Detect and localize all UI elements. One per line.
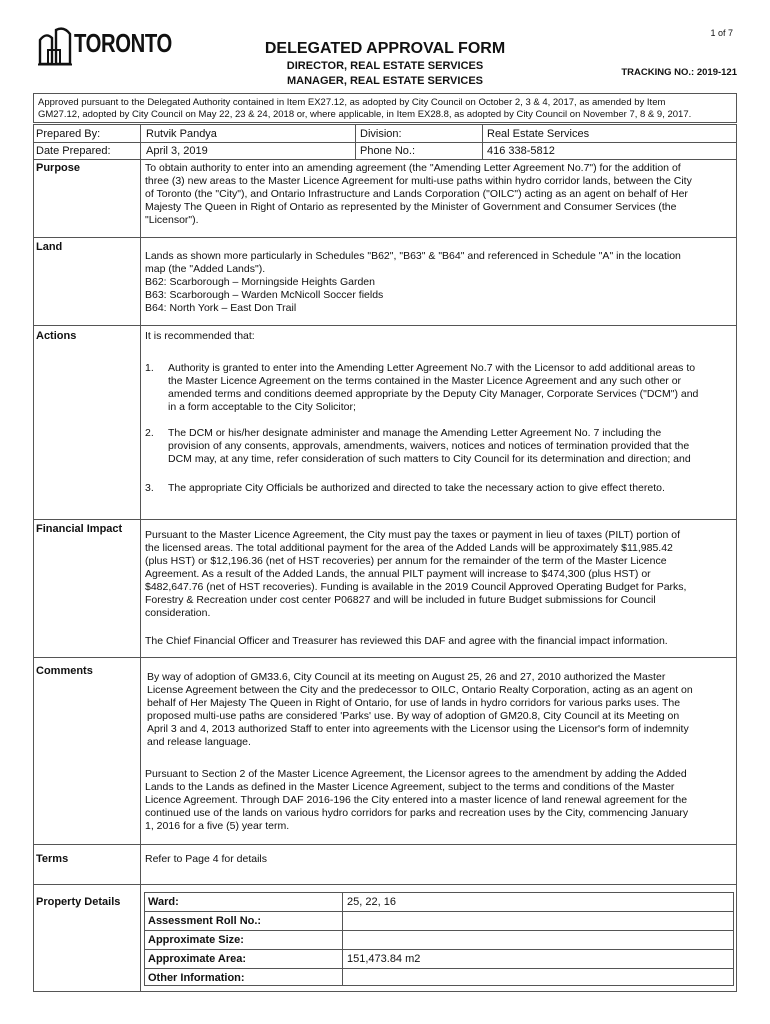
divider (342, 931, 343, 949)
approval-line: GM27.12, adopted by City Council on May 22, 23 & 24, 2018 or, where applicable, in Item EX28.8, as adopted by City Council on November 7, 8 & 9, 2017. (38, 109, 692, 120)
table-row (145, 950, 733, 969)
comments-paragraph-1 (147, 671, 744, 749)
ward-label: Ward: (148, 896, 179, 908)
divider (342, 912, 343, 930)
comments-line: By way of adoption of GM33.6, City Council at its meeting on August 25, 26 and 27, 2010 authorized the Master (147, 671, 666, 683)
divider (140, 125, 141, 991)
action-line: The appropriate City Officials be authorized and directed to take the necessary action to give effect thereto. (168, 482, 665, 494)
page-number: 1 of 7 (710, 28, 733, 38)
financial-impact-text (145, 529, 742, 620)
financial-line: (plus HST) or $12,196.36 (net of HST recoveries) per annum for the remainder of the term of the Master Licence (145, 555, 667, 567)
assessment-roll-label: Assessment Roll No.: (148, 915, 262, 927)
purpose-label: Purpose (36, 162, 81, 174)
comments-line: proposed multi-use paths are considered 'Parks' use. By way of adoption of GM20.8, City Council at its Meeting on (147, 710, 680, 722)
action-line: The DCM or his/her designate administer and manage the Amending Letter Agreement No. 7 including the (168, 427, 662, 439)
purpose-line: Majesty The Queen in Right of Ontario as represented by the Minister of Government and Consumer Services (the (145, 201, 677, 213)
financial-line: Agreement. As a result of the Added Lands, the annual PILT payment will increase to $474,300 (plus HST) or (145, 568, 651, 580)
action-item-1 (168, 362, 741, 414)
divider (34, 844, 736, 845)
comments-line: Licence Agreement. Through DAF 2016-196 the City entered into a master licence of land renewal agreement for the (145, 794, 688, 806)
city-hall-icon (38, 26, 72, 66)
purpose-line: To obtain authority to enter into an amending agreement (the "Amending Letter Agreement No.7") for the addition of (145, 162, 681, 174)
approval-statement (33, 93, 737, 123)
divider (355, 125, 356, 159)
divider (34, 237, 736, 238)
divider (342, 893, 343, 911)
divider (342, 969, 343, 985)
phone-label: Phone No.: (360, 145, 416, 157)
property-details-table (144, 892, 734, 986)
divider (342, 950, 343, 968)
divider (482, 125, 483, 159)
financial-line: consideration. (145, 607, 211, 619)
land-line: B63: Scarborough – Warden McNicoll Soccer fields (145, 289, 384, 301)
land-line: B64: North York – East Don Trail (145, 302, 297, 314)
comments-line: continued use of the lands on various hydro corridors for parks and recreation uses by the City, commencing January (145, 807, 689, 819)
action-line: provision of any consents, approvals, amendments, waivers, notices and notices of termination provided that the (168, 440, 690, 452)
divider (34, 519, 736, 520)
comments-line: Lands to the Lands as defined in the Master Licence Agreement, subject to the terms and conditions of the Master (145, 781, 675, 793)
divider (34, 325, 736, 326)
action-line: the Master Licence Agreement on the terms contained in the Master Licence Agreement and any such other or (168, 375, 682, 387)
purpose-line: of Toronto (the "City"), and Ontario Infrastructure and Lands Corporation ("OILC") acting as an agent on behalf of Her (145, 188, 688, 200)
date-prepared-value: April 3, 2019 (146, 145, 208, 157)
form-subtitle-manager: MANAGER, REAL ESTATE SERVICES (287, 75, 483, 87)
action-item-2 (168, 427, 741, 466)
action-item-number: 3. (145, 482, 154, 494)
comments-line: and release language. (147, 736, 251, 748)
land-line: map (the "Added Lands"). (145, 263, 266, 275)
table-row (145, 969, 733, 985)
action-item-number: 2. (145, 427, 154, 439)
form-subtitle-director: DIRECTOR, REAL ESTATE SERVICES (286, 60, 484, 72)
comments-line: Pursuant to Section 2 of the Master Licence Agreement, the Licensor agrees to the amendment by adding the Added (145, 768, 687, 780)
action-item-3 (168, 482, 741, 495)
tracking-number: TRACKING NO.: 2019-121 (621, 67, 737, 78)
ward-value: 25, 22, 16 (347, 896, 396, 908)
prepared-by-label: Prepared By: (36, 128, 101, 140)
approval-line: Approved pursuant to the Delegated Authority contained in Item EX27.12, as adopted by City Council on October 2, 3 & 4, 2017, as amended by Item (38, 97, 666, 108)
land-line: B62: Scarborough – Morningside Heights Garden (145, 276, 375, 288)
land-label: Land (36, 241, 63, 253)
approximate-size-label: Approximate Size: (148, 934, 244, 946)
financial-line: Pursuant to the Master Licence Agreement, the City must pay the taxes or payment in lieu of taxes (PILT) portion of (145, 529, 680, 541)
comments-line: License Agreement between the City and the predecessor to OILC, Ontario Realty Corporation, acting as an agent on (147, 684, 693, 696)
comments-line: behalf of Her Majesty The Queen in Right of Ontario, for use of lands in hydro corridors for various parks uses. The (147, 697, 681, 709)
actions-intro: It is recommended that: (145, 330, 255, 342)
action-line: amended terms and conditions deemed appropriate by the Deputy City Manager, Corporate Services ("DCM") and (168, 388, 699, 400)
comments-label: Comments (36, 665, 93, 677)
purpose-line: "Licensor"). (145, 214, 199, 226)
approximate-area-value: 151,473.84 m2 (347, 953, 421, 965)
purpose-text (145, 162, 742, 227)
divider (34, 657, 736, 658)
action-line: Authority is granted to enter into the Amending Letter Agreement No.7 with the Licensor to add additional areas to (168, 362, 696, 374)
form-body (33, 124, 737, 992)
action-line: DCM may, at any time, refer consideration of such matters to City Council for its determination and direction; and (168, 453, 691, 465)
terms-label: Terms (36, 853, 69, 865)
toronto-logo (38, 24, 178, 68)
logo-wordmark: TORONTO (74, 28, 172, 58)
action-item-number: 1. (145, 362, 154, 374)
land-text (145, 250, 742, 315)
action-line: in a form acceptable to the City Solicitor; (168, 401, 356, 413)
comments-paragraph-2 (145, 768, 742, 833)
phone-value: 416 338-5812 (487, 145, 555, 157)
financial-line: $482,647.76 (net of HST recoveries). Funding is available in the 2019 Council Approved Operating Budget for Parks, (145, 581, 687, 593)
prepared-by-value: Rutvik Pandya (146, 128, 217, 140)
form-title: DELEGATED APPROVAL FORM (264, 40, 506, 57)
table-row (145, 893, 733, 912)
other-information-label: Other Information: (148, 972, 245, 984)
purpose-line: three (3) new areas to the Master Licence Agreement for multi-use paths within hydro corridor lands, between the City (145, 175, 692, 187)
approximate-area-label: Approximate Area: (148, 953, 247, 965)
division-value: Real Estate Services (487, 128, 590, 140)
table-row (145, 931, 733, 950)
date-prepared-label: Date Prepared: (36, 145, 111, 157)
property-details-label: Property Details (36, 896, 121, 908)
table-row (145, 912, 733, 931)
land-line: Lands as shown more particularly in Schedules "B62", "B63" & "B64" and referenced in Schedule "A" in the location (145, 250, 681, 262)
terms-text: Refer to Page 4 for details (145, 853, 267, 865)
divider (34, 884, 736, 885)
financial-line: Forestry & Recreation under cost center P06827 and will be included in future Budget submissions for Council (145, 594, 656, 606)
comments-line: April 3 and 4, 2013 authorized Staff to enter into agreements with the Licensor using the Licensor's form of indemnity (147, 723, 689, 735)
cfo-review-text: The Chief Financial Officer and Treasurer has reviewed this DAF and agree with the financial impact information. (145, 635, 668, 647)
actions-label: Actions (36, 330, 77, 342)
comments-line: 1, 2016 for a five (5) year term. (145, 820, 290, 832)
financial-line: the licensed areas. The total additional payment for the area of the Added Lands will be approximately $11,985.42 (145, 542, 673, 554)
division-label: Division: (360, 128, 402, 140)
financial-impact-label: Financial Impact (36, 523, 123, 535)
